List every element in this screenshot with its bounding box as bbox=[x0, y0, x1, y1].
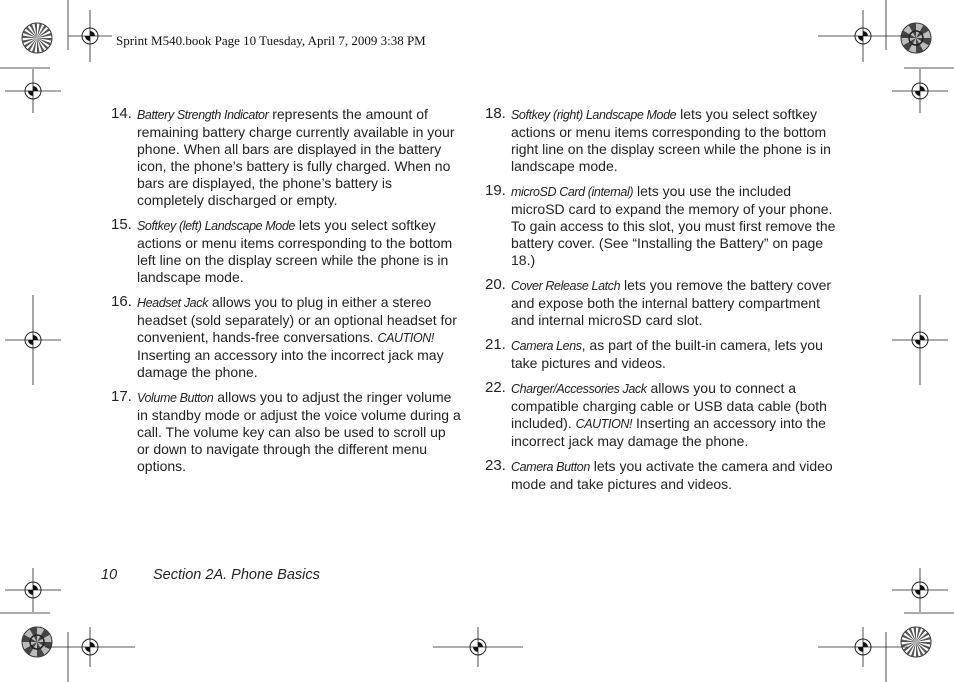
list-item bbox=[108, 389, 462, 475]
list-item bbox=[482, 106, 836, 175]
item-number: 22. bbox=[485, 379, 506, 396]
list-item bbox=[482, 277, 836, 329]
item-number: 17. bbox=[111, 388, 132, 405]
item-term: Battery Strength Indicator bbox=[137, 108, 269, 122]
crosshair-fill bbox=[915, 335, 925, 345]
list-item bbox=[108, 217, 462, 286]
item-description: , as part of the built-in camera, lets you take pictures and videos. bbox=[511, 337, 823, 371]
crosshair-fill bbox=[915, 86, 925, 96]
crosshair-fill bbox=[915, 585, 925, 595]
caution-text: Inserting an accessory into the incorrect jack may damage the phone. bbox=[511, 415, 826, 449]
caution-text: Inserting an accessory into the incorrect jack may damage the phone. bbox=[137, 347, 444, 380]
item-description: allows you to connect a compatible charging cable or USB data cable (both included). bbox=[511, 380, 827, 431]
item-number: 18. bbox=[485, 105, 506, 122]
crosshair-fill bbox=[28, 86, 38, 96]
item-term: Camera Lens bbox=[511, 339, 582, 353]
item-description: lets you remove the battery cover and expose both the internal battery compartment and internal microSD card slot. bbox=[511, 277, 832, 328]
item-description: represents the amount of remaining battery charge currently available in your phone. When all bars are displayed in the battery icon, the phone’s battery is fully charged. When no bars are displayed, the phone’s battery is completely discharged or empty. bbox=[137, 106, 455, 208]
item-term: Softkey (right) Landscape Mode bbox=[511, 108, 677, 122]
item-description: allows you to plug in either a stereo headset (sold separately) or an optional headset for convenient, hands-free conversations. bbox=[137, 294, 457, 345]
item-description: lets you activate the camera and video mode and take pictures and videos. bbox=[511, 458, 833, 492]
item-number: 19. bbox=[485, 182, 506, 199]
item-description: lets you select softkey actions or menu items corresponding to the bottom left line on the display screen while the phone is in landscape mode. bbox=[137, 217, 453, 285]
print-header-line: Sprint M540.book Page 10 Tuesday, April 7, 2009 3:38 PM bbox=[116, 33, 426, 48]
list-item bbox=[108, 294, 462, 381]
page-number: 10 bbox=[101, 567, 118, 583]
item-term: Charger/Accessories Jack bbox=[511, 382, 647, 396]
list-item bbox=[482, 337, 836, 372]
item-number: 23. bbox=[485, 457, 506, 474]
crosshair-fill bbox=[85, 642, 95, 652]
item-number: 20. bbox=[485, 276, 506, 293]
crosshair-fill bbox=[28, 335, 38, 345]
left-column bbox=[108, 106, 462, 483]
crosshair-fill bbox=[473, 642, 483, 652]
item-term: Cover Release Latch bbox=[511, 279, 621, 293]
list-item bbox=[482, 458, 836, 493]
crosshair-fill bbox=[85, 31, 95, 41]
item-term: Softkey (left) Landscape Mode bbox=[137, 219, 295, 233]
caution-label: CAUTION! bbox=[377, 331, 435, 345]
item-description: lets you use the included microSD card to expand the memory of your phone. To gain access to this slot, you must first remove the battery cover. (See “Installing the Battery” on page 18.) bbox=[511, 183, 836, 268]
list-item bbox=[482, 380, 836, 450]
item-number: 21. bbox=[485, 336, 506, 353]
item-description: lets you select softkey actions or menu items corresponding to the bottom right line on the display screen while the phone is in landscape mode. bbox=[511, 106, 831, 174]
item-number: 14. bbox=[111, 105, 132, 122]
right-column bbox=[482, 106, 836, 501]
list-item bbox=[108, 106, 462, 209]
item-number: 16. bbox=[111, 293, 132, 310]
list-item bbox=[482, 183, 836, 269]
item-term: microSD Card (internal) bbox=[511, 185, 634, 199]
item-description: allows you to adjust the ringer volume in standby mode or adjust the voice volume during a call. The volume key can also be used to scroll up or down to navigate through the different menu options. bbox=[137, 389, 461, 474]
section-title: Section 2A. Phone Basics bbox=[153, 567, 320, 583]
item-term: Camera Button bbox=[511, 460, 590, 474]
item-term: Headset Jack bbox=[137, 296, 208, 310]
caution-label: CAUTION! bbox=[575, 417, 633, 431]
crosshair-fill bbox=[28, 585, 38, 595]
crosshair-fill bbox=[858, 31, 868, 41]
item-term: Volume Button bbox=[137, 391, 214, 405]
crosshair-fill bbox=[858, 642, 868, 652]
item-number: 15. bbox=[111, 216, 132, 233]
